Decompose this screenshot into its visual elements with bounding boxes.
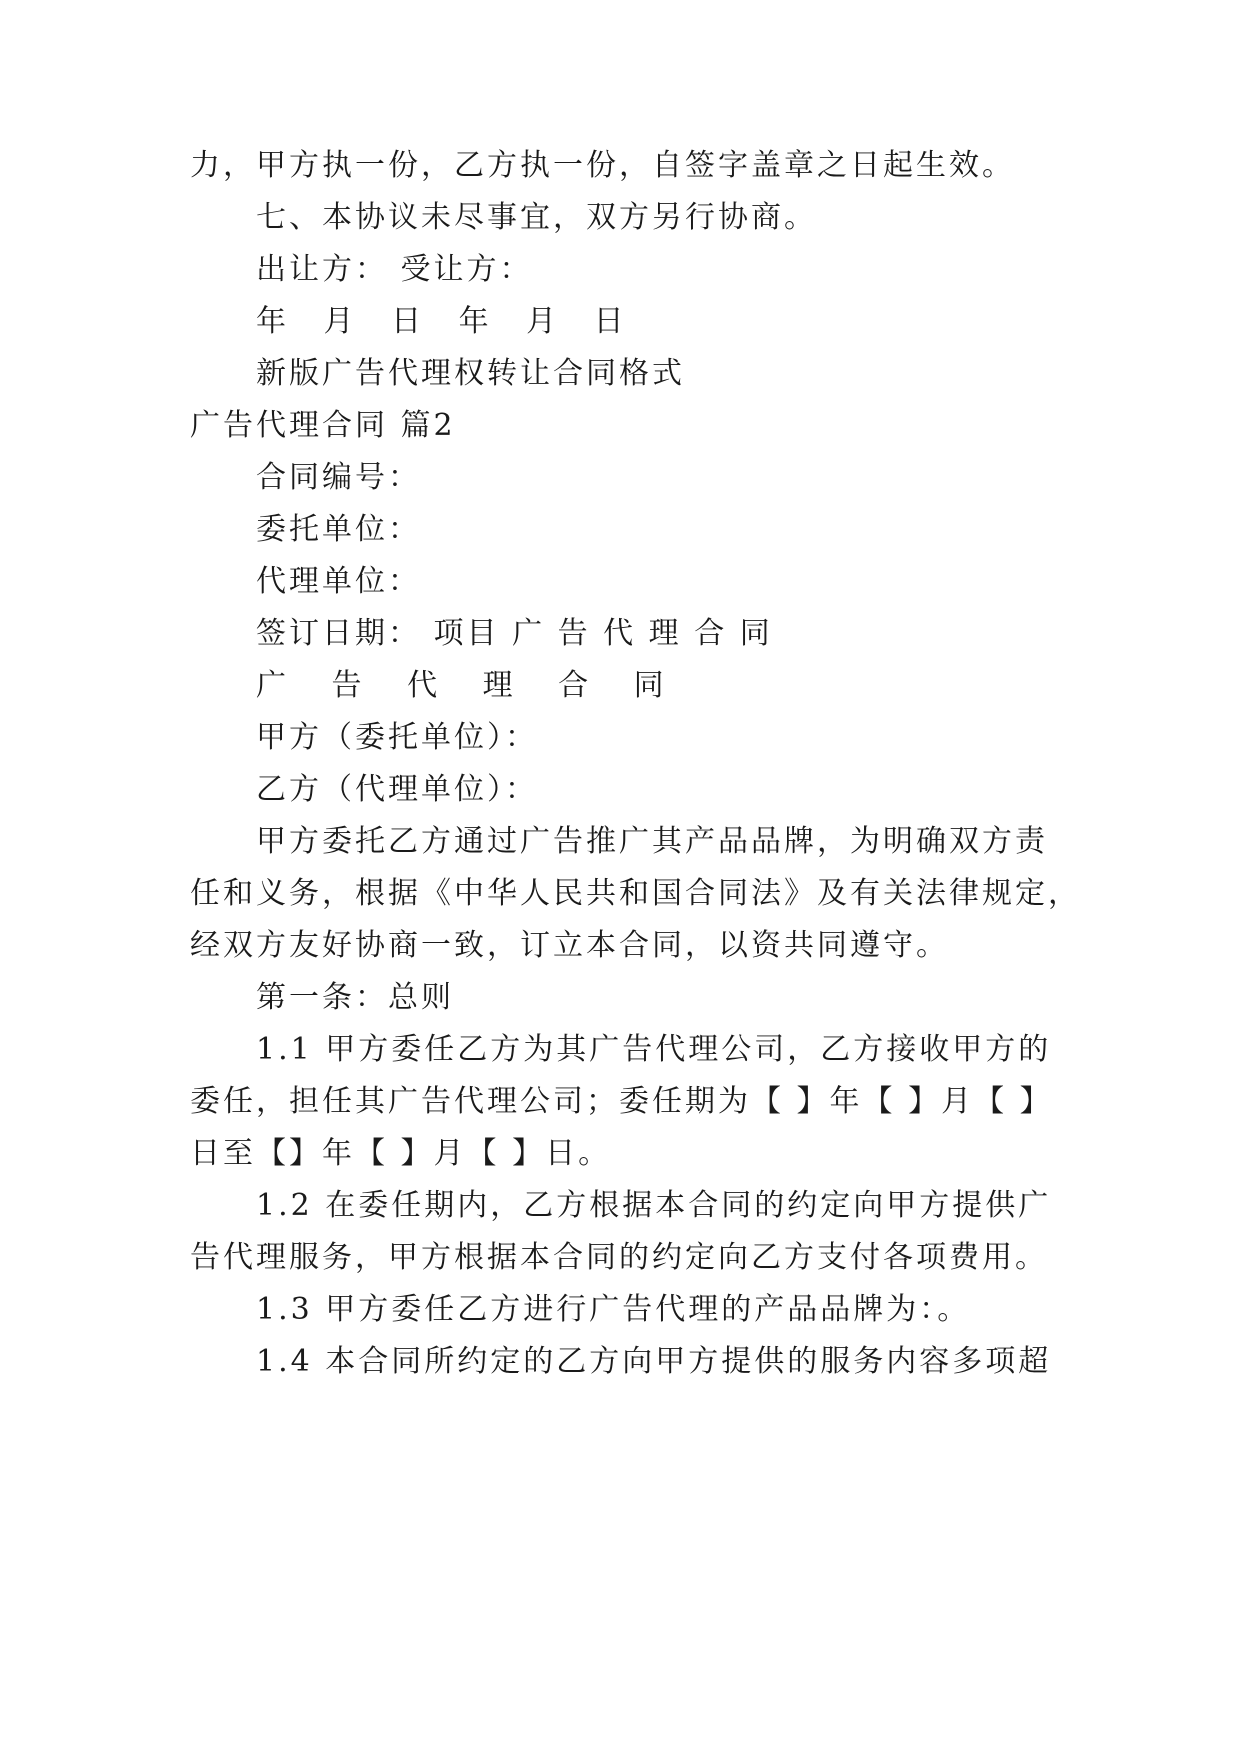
party-b-line: 乙方（代理单位）： xyxy=(256,772,538,807)
agent-unit-line: 代理单位： xyxy=(256,564,421,599)
clause-line: 1.1 甲方委任乙方为其广告代理公司，乙方接收甲方的 xyxy=(256,1032,1052,1067)
clause-line: 1.2 在委任期内，乙方根据本合同的约定向甲方提供广 xyxy=(256,1188,1052,1223)
paragraph-line: 力，甲方执一份，乙方执一份，自签字盖章之日起生效。 xyxy=(190,148,1015,183)
signature-parties-line: 出让方： 受让方： xyxy=(256,252,533,287)
contract-title: 广 告 代 理 合 同 xyxy=(256,668,682,703)
paragraph-line: 七、本协议未尽事宜，双方另行协商。 xyxy=(256,200,817,235)
clause-line: 1.3 甲方委任乙方进行广告代理的产品品牌为：。 xyxy=(256,1292,971,1327)
article-heading: 第一条：总则 xyxy=(256,980,454,1015)
contract-number-line: 合同编号： xyxy=(256,460,421,495)
clause-line: 告代理服务，甲方根据本合同的约定向乙方支付各项费用。 xyxy=(190,1240,1048,1275)
clause-line: 日至【】年【 】月【 】日。 xyxy=(190,1136,612,1171)
paragraph-line: 经双方友好协商一致，订立本合同，以资共同遵守。 xyxy=(190,928,949,963)
party-a-line: 甲方（委托单位）： xyxy=(256,720,538,755)
client-unit-line: 委托单位： xyxy=(256,512,421,547)
clause-line: 委任，担任其广告代理公司；委任期为【 】年【 】月【 】 xyxy=(190,1084,1053,1119)
signing-date-line: 签订日期： 项目 广 告 代 理 合 同 xyxy=(256,616,773,651)
clause-line: 1.4 本合同所约定的乙方向甲方提供的服务内容多项超 xyxy=(256,1344,1052,1379)
paragraph-line: 任和义务，根据《中华人民共和国合同法》及有关法律规定， xyxy=(190,876,1081,911)
signature-date-line: 年 月 日 年 月 日 xyxy=(256,304,638,339)
section-heading: 广告代理合同 篇2 xyxy=(190,408,456,443)
paragraph-line: 新版广告代理权转让合同格式 xyxy=(256,356,685,391)
paragraph-line: 甲方委托乙方通过广告推广其产品品牌，为明确双方责 xyxy=(256,824,1048,859)
